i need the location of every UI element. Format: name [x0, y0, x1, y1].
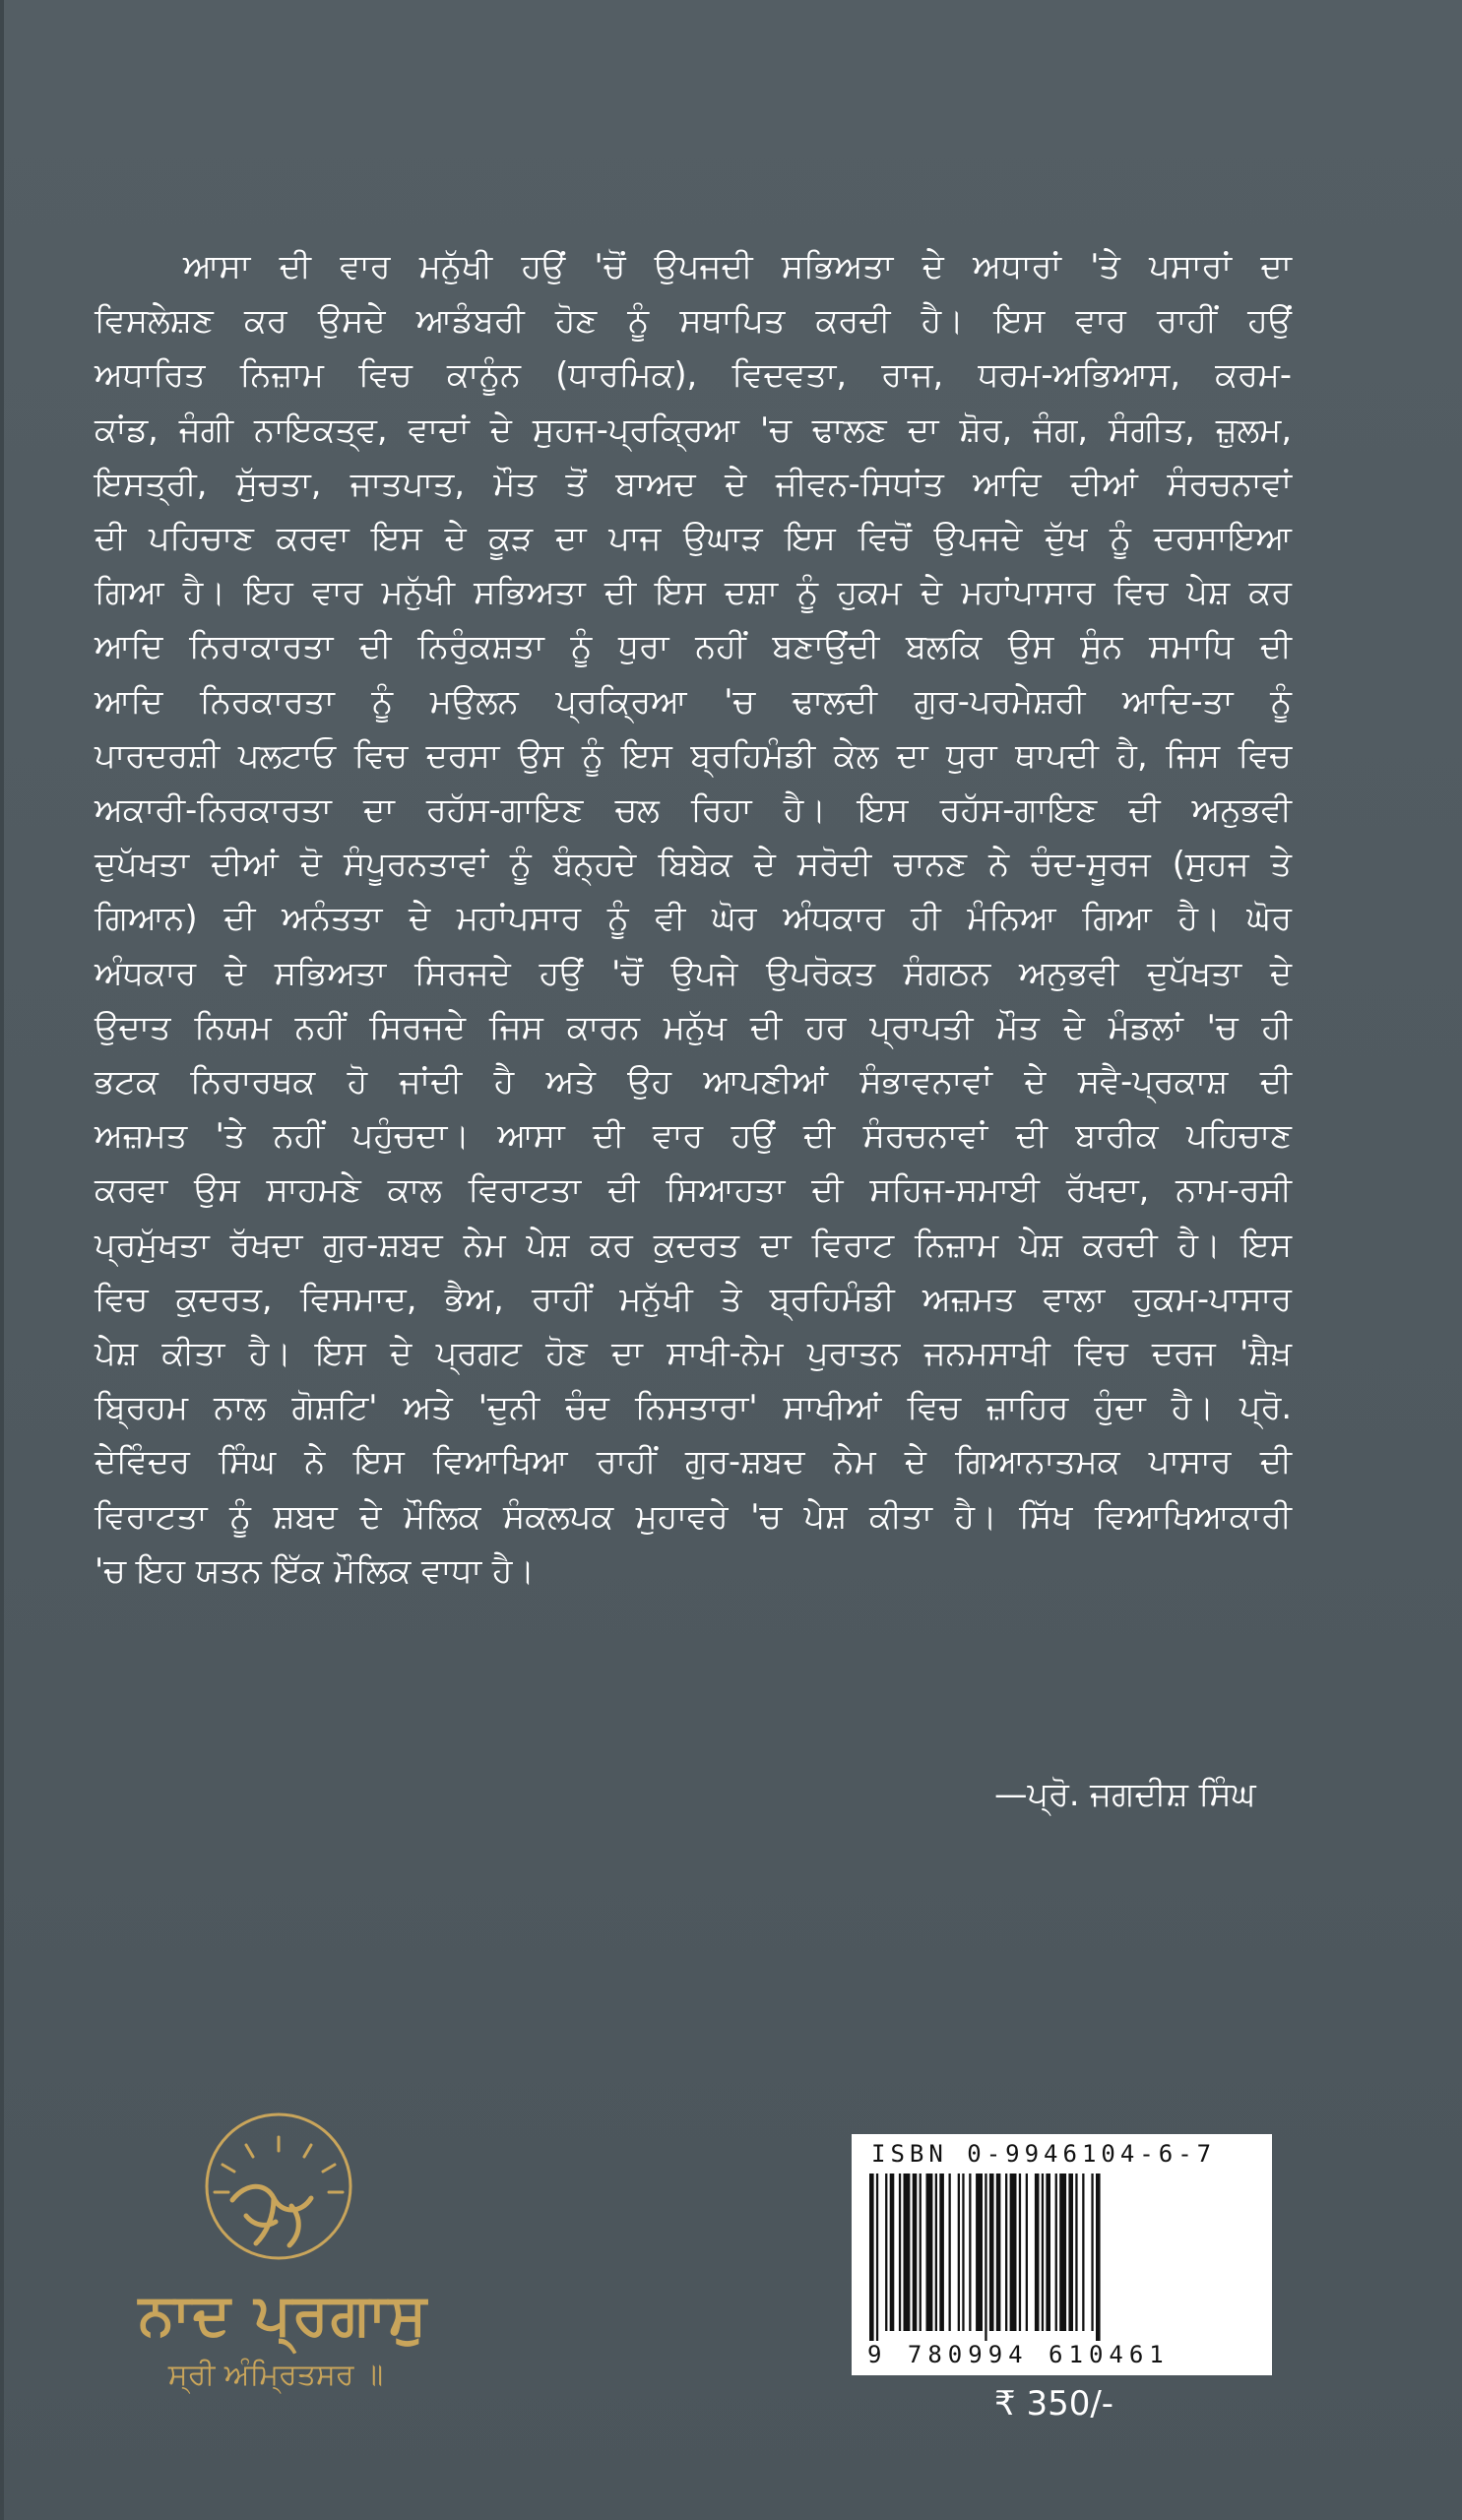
barcode-bar [904, 2174, 911, 2331]
barcode-bar [985, 2174, 986, 2341]
isbn-barcode [852, 2134, 1272, 2375]
barcode-bar [1046, 2174, 1050, 2331]
blurb-line: ਪੇਸ਼ ਕੀਤਾ ਹੈ। ਇਸ ਦੇ ਪ੍ਰਗਟ ਹੋਣ ਦਾ ਸਾਖੀ-ਨੇਮ ਪੁਰਾਤਨ ਜਨਮਸਾਖੀ ਵਿਚ ਦਰਜ 'ਸ਼ੈਖ਼ [95, 1334, 1292, 1373]
blurb-line: ਅਧਾਰਿਤ ਨਿਜ਼ਾਮ ਵਿਚ ਕਾਨੂੰਨ (ਧਾਰਮਿਕ), ਵਿਦਵਤਾ, ਰਾਜ, ਧਰਮ-ਅਭਿਆਸ, ਕਰਮ- [95, 355, 1292, 395]
publisher-place: ਸ੍ਰੀ ਅੰਮ੍ਰਿਤਸਰ ॥ [167, 2358, 384, 2392]
barcode-bar [1091, 2174, 1093, 2331]
blurb-line: ਕਰਵਾ ਉਸ ਸਾਹਮਣੇ ਕਾਲ ਵਿਰਾਟਤਾ ਦੀ ਸਿਆਹਤਾ ਦੀ ਸਹਿਜ-ਸਮਾਈ ਰੱਖਦਾ, ਨਾਮ-ਰਸੀ [95, 1170, 1292, 1210]
barcode-bar [1042, 2174, 1044, 2331]
barcode-bar [949, 2174, 951, 2331]
barcode-bar [920, 2174, 922, 2331]
blurb-text [95, 239, 1292, 1598]
blurb-line: 'ਚ ਇਹ ਯਤਨ ਇੱਕ ਮੌਲਿਕ ਵਾਧਾ ਹੈ। [95, 1550, 535, 1590]
ean-digits: 9 780994 610461 [867, 2341, 1170, 2368]
barcode-bar [989, 2174, 994, 2331]
barcode-bar [976, 2174, 983, 2331]
blurb-line: ਅਜ਼ਮਤ 'ਤੇ ਨਹੀਂ ਪਹੁੰਚਦਾ। ਆਸਾ ਦੀ ਵਾਰ ਹਉਂ ਦੀ ਸੰਰਚਨਾਵਾਂ ਦੀ ਬਾਰੀਕ ਪਹਿਚਾਣ [95, 1116, 1292, 1156]
blurb-line: ਆਸਾ ਦੀ ਵਾਰ ਮਨੁੱਖੀ ਹਉਂ 'ਚੋਂ ਉਪਜਦੀ ਸਭਿਅਤਾ ਦੇ ਅਧਾਰਾਂ 'ਤੇ ਪਸਾਰਾਂ ਦਾ [183, 247, 1292, 285]
barcode-bar [1035, 2174, 1040, 2331]
barcode-bar [1075, 2174, 1077, 2331]
barcode-bar [1068, 2174, 1073, 2331]
barcode-bar [869, 2174, 874, 2341]
blurb-line: ਕਾਂਡ, ਜੰਗੀ ਨਾਇਕਤ੍ਵ, ਵਾਦਾਂ ਦੇ ਸੁਹਜ-ਪ੍ਰਕ੍ਰਿਆ 'ਚ ਢਾਲਣ ਦਾ ਸ਼ੋਰ, ਜੰਗ, ਸੰਗੀਤ, ਜ਼ੁਲਮ, [95, 410, 1292, 449]
barcode-bar [899, 2174, 901, 2331]
barcode-bar [913, 2174, 918, 2331]
barcode-bar [1096, 2174, 1101, 2341]
barcode-bar [1055, 2174, 1057, 2331]
blurb-line: ਵਿਚ ਕੁਦਰਤ, ਵਿਸਮਾਦ, ਭੈਅ, ਰਾਹੀਂ ਮਨੁੱਖੀ ਤੇ ਬ੍ਰਹਿਮੰਡੀ ਅਜ਼ਮਤ ਵਾਲਾ ਹੁਕਮ-ਪਾਸਾਰ [95, 1279, 1292, 1318]
barcode-bar [876, 2174, 878, 2341]
blurb-line: ਆਦਿ ਨਿਰਕਾਰਤਾ ਨੂੰ ਮਉਲਨ ਪ੍ਰਕ੍ਰਿਆ 'ਚ ਢਾਲਦੀ ਗੁਰ-ਪਰਮੇਸ਼ਰੀ ਆਦਿ-ਤਾ ਨੂੰ [95, 681, 1292, 721]
barcode-bar [1059, 2174, 1066, 2331]
barcode-bar [996, 2174, 1001, 2331]
blurb-line: ਵਿਰਾਟਤਾ ਨੂੰ ਸ਼ਬਦ ਦੇ ਮੌਲਿਕ ਸੰਕਲਪਕ ਮੁਹਾਵਰੇ 'ਚ ਪੇਸ਼ ਕੀਤਾ ਹੈ। ਸਿੱਖ ਵਿਆਖਿਆਕਾਰੀ [95, 1496, 1292, 1536]
blurb-line: ਵਿਸਲੇਸ਼ਣ ਕਰ ਉਸਦੇ ਆਡੰਬਰੀ ਹੋਣ ਨੂੰ ਸਥਾਪਿਤ ਕਰਦੀ ਹੈ। ਇਸ ਵਾਰ ਰਾਹੀਂ ਹਉਂ [95, 301, 1292, 341]
blurb-line: ਉਦਾਤ ਨਿਯਮ ਨਹੀਂ ਸਿਰਜਦੇ ਜਿਸ ਕਾਰਨ ਮਨੁੱਖ ਦੀ ਹਰ ਪ੍ਰਾਪਤੀ ਮੌਤ ਦੇ ਮੰਡਲਾਂ 'ਚ ਹੀ [95, 1007, 1292, 1046]
blurb-line: ਬ੍ਰਿਹਮ ਨਾਲ ਗੋਸ਼ਟਿ' ਅਤੇ 'ਦੁਨੀ ਚੰਦ ਨਿਸਤਾਰਾ' ਸਾਖੀਆਂ ਵਿਚ ਜ਼ਾਹਿਰ ਹੁੰਦਾ ਹੈ। ਪ੍ਰੋ. [95, 1388, 1292, 1427]
price-label: ₹ 350/- [994, 2384, 1114, 2424]
barcode-bar [926, 2174, 933, 2331]
blurb-line: ਭਟਕ ਨਿਰਾਰਥਕ ਹੋ ਜਾਂਦੀ ਹੈ ਅਤੇ ਉਹ ਆਪਣੀਆਂ ਸੰਭਾਵਨਾਵਾਂ ਦੇ ਸਵੈ-ਪ੍ਰਕਾਸ਼ ਦੀ [95, 1062, 1292, 1102]
isbn-label: ISBN 0-9946104-6-7 [871, 2140, 1217, 2168]
barcode-bar [1005, 2174, 1007, 2331]
blurb-line: ਪ੍ਰਮੁੱਖਤਾ ਰੱਖਦਾ ਗੁਰ-ਸ਼ਬਦ ਨੇਮ ਪੇਸ਼ ਕਰ ਕੁਦਰਤ ਦਾ ਵਿਰਾਟ ਨਿਜ਼ਾਮ ਪੇਸ਼ ਕਰਦੀ ਹੈ। ਇਸ [95, 1225, 1292, 1264]
publisher-name: ਨਾਦ ਪ੍ਰਗਾਸੁ [138, 2281, 429, 2348]
barcode-bar [969, 2174, 971, 2331]
barcode-bar [962, 2174, 964, 2331]
blurb-line: ਦੁਪੱਖਤਾ ਦੀਆਂ ਦੋ ਸੰਪੂਰਨਤਾਵਾਂ ਨੂੰ ਬੰਨ੍ਹਦੇ ਬਿਬੇਕ ਦੇ ਸਰੋਦੀ ਚਾਨਣ ਨੇ ਚੰਦ-ਸੂਰਜ (ਸੁਹਜ ਤੇ [95, 845, 1292, 884]
barcode-bar [1026, 2174, 1028, 2331]
barcode-bar [1082, 2174, 1084, 2331]
barcode-bar [890, 2174, 895, 2331]
barcode-bar [958, 2174, 960, 2331]
blurb-line: ਦੇਵਿੰਦਰ ਸਿੰਘ ਨੇ ਇਸ ਵਿਆਖਿਆ ਰਾਹੀਂ ਗੁਰ-ਸ਼ਬਦ ਨੇਮ ਦੇ ਗਿਆਨਾਤਮਕ ਪਾਸਾਰ ਦੀ [95, 1442, 1292, 1481]
blurb-line: ਗਿਆਨ) ਦੀ ਅਨੰਤਤਾ ਦੇ ਮਹਾਂਪਸਾਰ ਨੂੰ ਵੀ ਘੋਰ ਅੰਧਕਾਰ ਹੀ ਮੰਨਿਆ ਗਿਆ ਹੈ। ਘੋਰ [95, 899, 1292, 938]
barcode-bar [1010, 2174, 1017, 2331]
blurb-line: ਦੀ ਪਹਿਚਾਣ ਕਰਵਾ ਇਸ ਦੇ ਕੂੜ ਦਾ ਪਾਜ ਉਘਾੜ ਇਸ ਵਿਚੋਂ ਉਪਜਦੇ ਦੁੱਖ ਨੂੰ ਦਰਸਾਇਆ [95, 519, 1292, 558]
barcode-bar [1019, 2174, 1021, 2331]
blurb-line: ਅਕਾਰੀ-ਨਿਰਕਾਰਤਾ ਦਾ ਰਹੱਸ-ਗਾਇਣ ਚਲ ਰਿਹਾ ਹੈ। ਇਸ ਰਹੱਸ-ਗਾਇਣ ਦੀ ਅਨੁਭਵੀ [95, 790, 1292, 830]
barcode-bars [869, 2174, 1255, 2341]
barcode-bar [935, 2174, 937, 2331]
spine-edge [0, 0, 4, 2520]
conch-sun-emblem-icon [108, 2100, 453, 2287]
blurb-line: ਆਦਿ ਨਿਰਾਕਾਰਤਾ ਦੀ ਨਿਰੁੰਕਸ਼ਤਾ ਨੂੰ ਧੁਰਾ ਨਹੀਂ ਬਣਾਉਂਦੀ ਬਲਕਿ ਉਸ ਸੁੰਨ ਸਮਾਧਿ ਦੀ [95, 627, 1292, 666]
blurb-signature: —ਪ੍ਰੋ. ਜਗਦੀਸ਼ ਸਿੰਘ [994, 1775, 1256, 1813]
blurb-line: ਗਿਆ ਹੈ। ਇਹ ਵਾਰ ਮਨੁੱਖੀ ਸਭਿਅਤਾ ਦੀ ਇਸ ਦਸ਼ਾ ਨੂੰ ਹੁਕਮ ਦੇ ਮਹਾਂਪਾਸਾਰ ਵਿਚ ਪੇਸ਼ ਕਰ [95, 573, 1292, 612]
blurb-line: ਪਾਰਦਰਸ਼ੀ ਪਲਟਾਓ ਵਿਚ ਦਰਸਾ ਉਸ ਨੂੰ ਇਸ ਬ੍ਰਹਿਮੰਡੀ ਕੇਲ ਦਾ ਧੁਰਾ ਥਾਪਦੀ ਹੈ, ਜਿਸ ਵਿਚ [95, 735, 1292, 775]
blurb-line: ਅੰਧਕਾਰ ਦੇ ਸਭਿਅਤਾ ਸਿਰਜਦੇ ਹਉਂ 'ਚੋਂ ਉਪਜੇ ਉਪਰੋਕਤ ਸੰਗਠਨ ਅਨੁਭਵੀ ਦੁਪੱਖਤਾ ਦੇ [95, 953, 1292, 992]
barcode-bar [939, 2174, 944, 2331]
barcode-bar [885, 2174, 887, 2331]
blurb-line: ਇਸਤ੍ਰੀ, ਸੁੱਚਤਾ, ਜਾਤਪਾਤ, ਮੌਤ ਤੋਂ ਬਾਅਦ ਦੇ ਜੀਵਨ-ਸਿਧਾਂਤ ਆਦਿ ਦੀਆਂ ਸੰਰਚਨਾਵਾਂ [95, 464, 1292, 503]
